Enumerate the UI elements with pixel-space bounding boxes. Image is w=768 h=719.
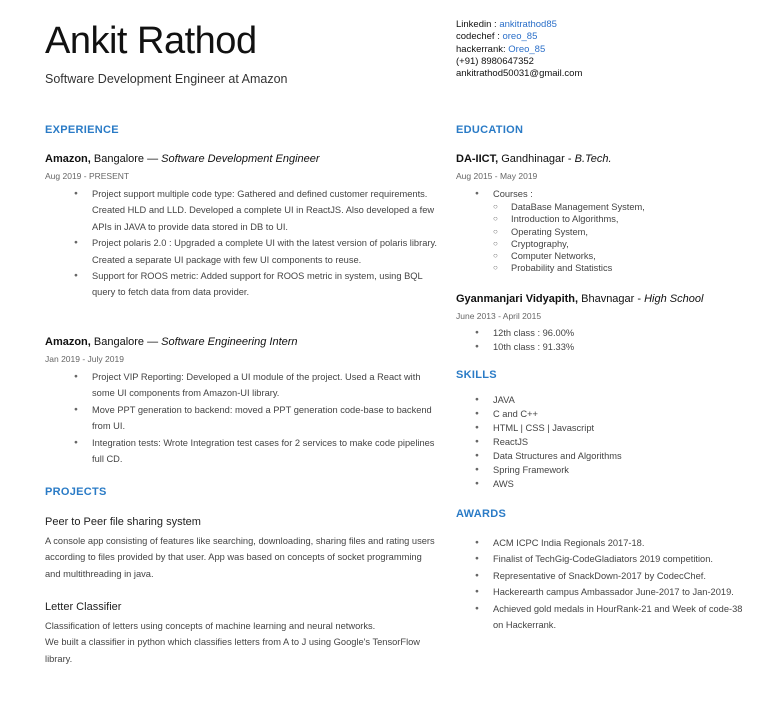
hackerrank-label: hackerrank: — [456, 43, 509, 55]
education-heading: EDUCATION — [456, 124, 524, 136]
project-1-title: Peer to Peer file sharing system — [45, 516, 201, 528]
job-1-bullet-3: ● Support for ROOS metric: Added support for ROOS metric in system, using BQL query to fetch data from data provider. — [74, 268, 444, 301]
awards-list — [475, 535, 745, 633]
job-1-heading — [45, 153, 320, 165]
job-2-role: Software Engineering Intern — [161, 336, 298, 348]
skill-item: ● C and C++ — [475, 407, 755, 421]
job-2-bullet-2: ● Move PPT generation to backend: moved a PPT generation code-base to backend from UI. — [74, 402, 444, 435]
contact-block — [456, 19, 582, 80]
skill-item: ● Spring Framework — [475, 463, 755, 477]
project-2-line-1: Classification of letters using concepts of machine learning and neural networks. — [45, 621, 376, 631]
course-5: ○ Computer Networks, — [493, 250, 755, 262]
linkedin-label: Linkedin : — [456, 19, 500, 30]
school-2-results — [475, 326, 755, 354]
linkedin-link[interactable]: ankitrathod85 — [499, 19, 557, 30]
course-3: ○ Operating System, — [493, 226, 755, 238]
job-1-bullet-2: ● Project polaris 2.0 : Upgraded a complete UI with the latest version of polaris library. Created a separate UI package with few UI components to reuse. — [74, 235, 444, 268]
skill-item: ● JAVA — [475, 393, 755, 407]
school-1-date: Aug 2015 - May 2019 — [456, 171, 538, 181]
project-2-line-2: We built a classifier in python which classifies letters from A to J using Google's TensorFlow library. — [45, 637, 421, 664]
project-2-description — [45, 618, 435, 667]
job-2-bullet-1: ● Project VIP Reporting: Developed a UI module of the project. Used a React with some UI components from Amazon-UI library. — [74, 369, 444, 402]
candidate-subtitle: Software Development Engineer at Amazon — [45, 72, 288, 86]
school-2-heading — [456, 293, 703, 305]
contact-email: ankitrathod50031@gmail.com — [456, 68, 583, 80]
experience-heading: EXPERIENCE — [45, 124, 119, 136]
codechef-link[interactable]: oreo_85 — [502, 31, 538, 43]
school-2-degree: High School — [644, 293, 704, 305]
job-2-bullet-3: ● Integration tests: Wrote Integration test cases for 2 services to make code pipelines full CD. — [74, 435, 444, 468]
hackerrank-link[interactable]: Oreo_85 — [508, 43, 546, 55]
job-1-bullet-1: ● Project support multiple code type: Gathered and defined customer requirements. Created HLD and LLD. Developed a complete UI in ReactJS. Also developed a few APIs in JAVA to provide data stored in DB to UI. — [74, 186, 444, 235]
skill-item: ● AWS — [475, 477, 755, 491]
contact-hackerrank — [456, 44, 582, 56]
school-1-heading — [456, 153, 612, 165]
school-1-courses-list — [475, 186, 755, 275]
skill-item: ● HTML | CSS | Javascript — [475, 421, 755, 435]
award-item: ● Representative of SnackDown-2017 by CodecChef. — [475, 568, 745, 584]
job-2-bullets — [74, 369, 444, 467]
award-item: ● Achieved gold medals in HourRank-21 and Week of code-38 on Hackerrank. — [475, 601, 745, 634]
skill-item: ● Data Structures and Algorithms — [475, 449, 755, 463]
candidate-name: Ankit Rathod — [45, 20, 257, 62]
course-6: ○ Probability and Statistics — [493, 262, 755, 274]
school-1-degree: B.Tech. — [574, 153, 612, 165]
school-2-location: Bhavnagar - — [578, 293, 645, 305]
course-4: ○ Cryptography, — [493, 238, 755, 250]
project-2-title: Letter Classifier — [45, 601, 122, 613]
job-2-location: Bangalore — — [90, 336, 162, 348]
award-item: ● ACM ICPC India Regionals 2017-18. — [475, 535, 745, 551]
school-1-courses — [493, 201, 755, 275]
courses-label-text: Courses : — [493, 189, 533, 199]
award-item: ● Finalist of TechGig-CodeGladiators 2019 competition. — [475, 551, 745, 567]
job-2-company: Amazon, — [45, 336, 91, 348]
job-1-role: Software Development Engineer — [161, 153, 320, 165]
job-1-date: Aug 2019 - PRESENT — [45, 171, 130, 181]
project-1-description: A console app consisting of features like searching, downloading, sharing files and rating users according to files provided by that user. App was based on concepts of socket programming and multithreading in java. — [45, 536, 435, 579]
awards-heading: AWARDS — [456, 508, 507, 520]
contact-linkedin — [456, 19, 582, 31]
job-2-date: Jan 2019 - July 2019 — [45, 354, 124, 364]
school-2-result-2: ● 10th class : 91.33% — [475, 340, 755, 354]
course-1: ○ DataBase Management System, — [493, 201, 755, 213]
school-1-location: Gandhinagar - — [498, 153, 575, 165]
school-2-date: June 2013 - April 2015 — [456, 311, 542, 321]
job-1-bullets — [74, 186, 444, 301]
projects-heading: PROJECTS — [45, 486, 107, 498]
contact-phone: (+91) 8980647352 — [456, 55, 534, 67]
skills-list — [475, 393, 755, 491]
contact-codechef — [456, 31, 582, 43]
skill-item: ● ReactJS — [475, 435, 755, 449]
codechef-label: codechef : — [456, 31, 503, 43]
school-2-name: Gyanmanjari Vidyapith, — [456, 293, 579, 305]
school-2-result-1: ● 12th class : 96.00% — [475, 326, 755, 340]
skills-heading: SKILLS — [456, 369, 497, 381]
award-item: ● Hackerearth campus Ambassador June-2017 to Jan-2019. — [475, 584, 745, 600]
school-1-courses-label — [475, 186, 755, 275]
school-1-name: DA-IICT, — [456, 153, 499, 165]
job-1-company: Amazon, — [45, 153, 91, 165]
course-2: ○ Introduction to Algorithms, — [493, 213, 755, 225]
job-2-heading — [45, 336, 298, 348]
job-1-location: Bangalore — — [90, 153, 162, 165]
